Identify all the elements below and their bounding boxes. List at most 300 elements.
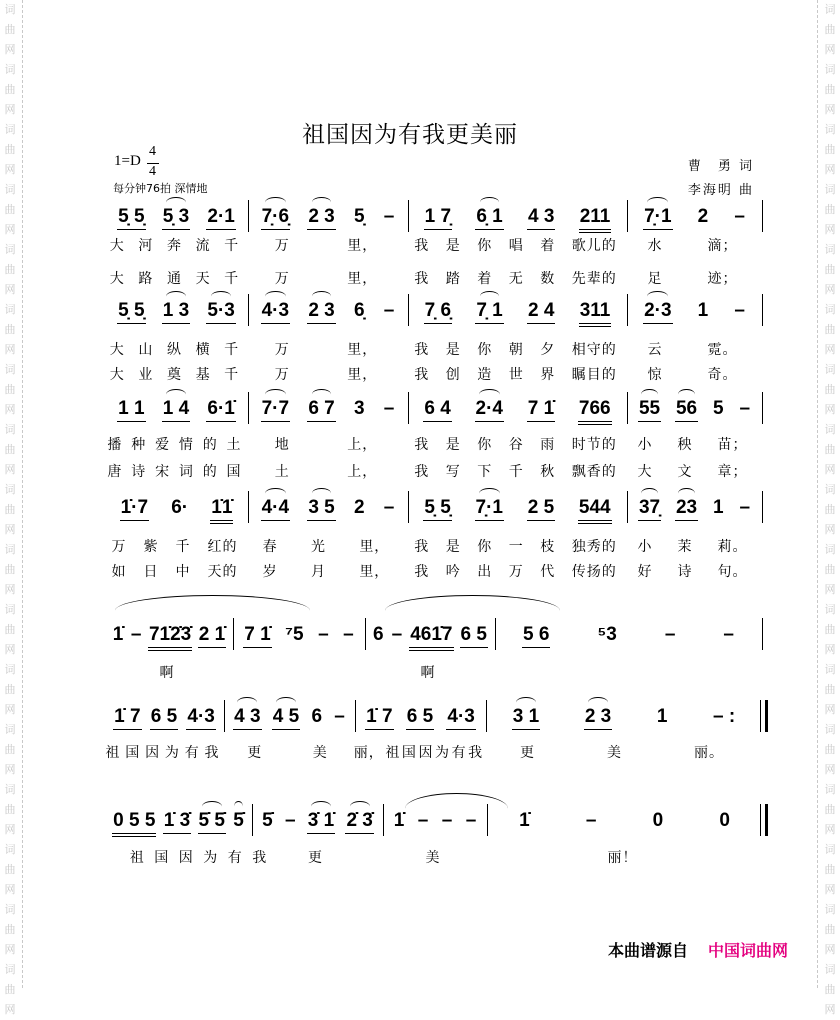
lyric-word: 是 — [445, 437, 461, 453]
lyric-word: 我 — [252, 850, 268, 866]
lyric-word: 你 — [477, 437, 493, 453]
lyricist-credit: 曹 勇 词 — [687, 159, 754, 174]
watermark-char: 曲 — [824, 923, 836, 936]
measure — [631, 206, 758, 236]
lyric-word: 土 — [226, 437, 242, 453]
lyric-word: 有 — [184, 745, 200, 761]
lyric-word: 美 — [312, 745, 328, 761]
note-group: – — [284, 810, 296, 831]
watermark-char: 曲 — [824, 983, 836, 996]
note-group: 1̇ — [112, 624, 124, 645]
lyric-word: 章； — [717, 464, 748, 480]
note-group: 2·1 — [206, 206, 235, 230]
watermark-char: 网 — [4, 463, 16, 476]
lyric-word: 千 — [224, 238, 240, 254]
lyric-word: 更 — [308, 850, 323, 866]
lyric-word: 里， — [347, 271, 378, 287]
composer-credit: 李海明 曲 — [687, 183, 754, 198]
watermark-char: 词 — [4, 843, 16, 856]
note-group: 23 — [675, 497, 698, 521]
lyric-word: 紫 — [143, 539, 159, 555]
lyric-word: 上， — [347, 464, 378, 480]
watermark-char: 词 — [824, 663, 836, 676]
lyric-word: 日 — [143, 564, 159, 580]
note-group: 2 3 — [307, 300, 335, 324]
note-group: 7̣·1 — [475, 497, 504, 521]
watermark-char: 词 — [824, 963, 836, 976]
note-group: 56 — [675, 398, 698, 422]
watermark-char: 曲 — [4, 443, 16, 456]
note-group: 7̣ 6̣ — [424, 300, 452, 324]
lyric-word: 横 — [195, 342, 211, 358]
lyric-segment — [406, 342, 625, 358]
bar-line — [762, 618, 763, 650]
note-group: – — [441, 810, 453, 831]
lyric-segment — [625, 437, 760, 453]
measure — [109, 810, 248, 840]
lyric-word: 千 — [508, 464, 524, 480]
lyric-word: 我 — [468, 745, 484, 761]
bar-line — [355, 700, 356, 732]
lyric-word: 国 — [125, 745, 141, 761]
lyric-word: 吟 — [445, 564, 461, 580]
lyric-word: 我 — [414, 437, 430, 453]
lyric-word: 流 — [195, 238, 211, 254]
lyric-word: 我 — [414, 271, 430, 287]
lyric-segment — [103, 271, 246, 287]
note-group: 1̇ 7 — [113, 706, 141, 730]
lyric-segment — [406, 367, 625, 383]
lyric-word: 通 — [166, 271, 182, 287]
lyric-segment — [103, 367, 246, 383]
lyric-word: 苗； — [717, 437, 748, 453]
lyric-word: 独秀的 — [571, 539, 617, 555]
note-group: 1 4 — [162, 398, 190, 422]
lyric-segment — [381, 850, 485, 866]
lyric-word: 滴； — [707, 238, 738, 254]
watermark-char: 词 — [824, 603, 836, 616]
note-group: 0 5 5 — [112, 810, 156, 837]
watermark-char: 词 — [4, 483, 16, 496]
lyric-word: 业 — [138, 367, 154, 383]
note-group: 3 5 — [307, 497, 335, 521]
watermark-char: 曲 — [824, 803, 836, 816]
note-group: 1 — [713, 497, 724, 518]
watermark-char: 网 — [824, 763, 836, 776]
lyric-word: 祖 — [105, 745, 121, 761]
bar-line — [627, 294, 628, 326]
lyric-segment — [625, 367, 760, 383]
lyric-segment — [625, 539, 760, 555]
note-group: ⁵3 — [597, 624, 617, 645]
lyric-word: 惊 — [647, 367, 663, 383]
lyric-word: 云 — [647, 342, 663, 358]
lyric-word: 里， — [347, 238, 378, 254]
watermark-char: 曲 — [824, 263, 836, 276]
lyric-word: 大 — [109, 342, 125, 358]
watermark-char: 词 — [4, 303, 16, 316]
watermark-char: 词 — [4, 603, 16, 616]
lyric-word: 踏 — [445, 271, 461, 287]
final-barline — [760, 700, 761, 732]
measure — [631, 398, 758, 428]
note-group: 2̇ 3̇ — [345, 810, 373, 834]
lyric-word: 宋 — [155, 464, 171, 480]
source-link[interactable]: 中国词曲网 — [708, 941, 789, 960]
lyric-word: 足 — [647, 271, 663, 287]
footer-prefix: 本曲谱源自 — [608, 941, 689, 960]
watermark-char: 网 — [4, 883, 16, 896]
note-group: – — [465, 810, 477, 831]
lyric-word: 我 — [414, 539, 430, 555]
lyric-segment — [103, 564, 246, 580]
measure — [109, 300, 244, 330]
watermark-char: 词 — [824, 483, 836, 496]
lyric-word: 我 — [414, 342, 430, 358]
watermark-char: 网 — [4, 343, 16, 356]
watermark-char: 网 — [824, 403, 836, 416]
lyric-word: 唐 — [107, 464, 123, 480]
note-group: – — [383, 497, 395, 518]
watermark-char: 网 — [824, 163, 836, 176]
note-group: 1 — [656, 706, 668, 727]
lyric-word: 朝 — [508, 342, 524, 358]
lyric-word: 界 — [540, 367, 556, 383]
lyric-word: 千 — [175, 539, 191, 555]
lyric-word: 中 — [175, 564, 191, 580]
note-group: 7̣·1 — [643, 206, 672, 230]
lyric-word: 谷 — [508, 437, 524, 453]
note-group: 2 — [697, 206, 709, 227]
measure — [252, 300, 404, 330]
watermark-char: 曲 — [4, 143, 16, 156]
lyric-word: 下 — [477, 464, 493, 480]
note-group: 5̣ 5̣ — [423, 497, 451, 521]
note-group: – — [391, 624, 403, 645]
watermark-char: 词 — [824, 123, 836, 136]
lyric-word: 纵 — [166, 342, 182, 358]
lyric-segment — [246, 564, 406, 580]
lyric-word: 出 — [477, 564, 493, 580]
note-group: 4 3 — [527, 206, 555, 230]
watermark-char: 网 — [4, 943, 16, 956]
lyric-segment — [353, 745, 484, 761]
lyric-word: 我 — [414, 564, 430, 580]
watermark-char: 网 — [824, 703, 836, 716]
note-group: 1̇·7 — [120, 497, 149, 521]
lyric-word: 国 — [154, 850, 170, 866]
lyric-word: 如 — [111, 564, 127, 580]
watermark-char: 曲 — [4, 323, 16, 336]
lyric-segment — [103, 665, 231, 681]
measure — [109, 398, 244, 428]
measure — [412, 398, 623, 428]
note-group: 4·3 — [186, 706, 215, 730]
note-group: 0 — [652, 810, 664, 831]
lyric-word: 河 — [138, 238, 154, 254]
watermark-char: 词 — [4, 423, 16, 436]
lyric-word: 迹； — [707, 271, 738, 287]
note-group: 6 5 — [406, 706, 434, 730]
bar-line — [224, 700, 225, 732]
lyric-word: 光 — [310, 539, 326, 555]
lyric-segment — [625, 238, 760, 254]
watermark-char: 曲 — [4, 503, 16, 516]
lyric-segment — [406, 539, 625, 555]
watermark-char: 词 — [4, 663, 16, 676]
watermark-char: 网 — [4, 223, 16, 236]
lyric-word: 里， — [347, 367, 378, 383]
watermark-char: 网 — [4, 403, 16, 416]
lyric-segment — [103, 342, 246, 358]
lyric-segment — [406, 271, 625, 287]
lyric-word: 里， — [359, 564, 390, 580]
lyric-segment — [406, 238, 625, 254]
note-group: 1̇ 3̇ — [163, 810, 191, 834]
time-sig-top: 4 — [149, 144, 156, 159]
lyric-word: 为 — [164, 745, 180, 761]
lyric-word: 霓。 — [707, 342, 738, 358]
lyric-segment — [250, 850, 381, 866]
note-group: – — [723, 624, 734, 645]
measure — [252, 206, 404, 236]
watermark-char: 词 — [824, 63, 836, 76]
watermark-char: 词 — [824, 3, 836, 16]
measure — [228, 706, 351, 736]
note-group: 1̇ — [519, 810, 530, 831]
lyric-segment — [103, 745, 222, 761]
watermark-char: 网 — [824, 523, 836, 536]
watermark-char: 词 — [4, 963, 16, 976]
note-group: 37̣ — [638, 497, 661, 521]
lyric-word: 月 — [310, 564, 326, 580]
note-group: – — [664, 624, 676, 645]
watermark-char: 曲 — [4, 683, 16, 696]
note-group: 5 6 — [522, 624, 550, 648]
slur — [115, 595, 310, 626]
bar-line — [408, 200, 409, 232]
watermark-char: 词 — [824, 243, 836, 256]
watermark-char: 曲 — [824, 203, 836, 216]
lyric-word: 地 — [274, 437, 290, 453]
note-group: 4·4 — [261, 497, 290, 521]
watermark-char: 词 — [824, 363, 836, 376]
lyric-word: 我 — [414, 464, 430, 480]
lyric-word: 万 — [508, 564, 524, 580]
lyric-word: 造 — [477, 367, 493, 383]
lyric-word: 词 — [178, 464, 194, 480]
lyric-word: 国 — [401, 745, 417, 761]
lyric-word: 飘香的 — [571, 464, 617, 480]
lyric-word: 土 — [274, 464, 290, 480]
note-group: 1 3 — [162, 300, 190, 324]
note-group: 5·3 — [206, 300, 235, 324]
lyric-word: 大 — [109, 271, 125, 287]
watermark-char: 曲 — [4, 983, 16, 996]
note-group: – — [130, 624, 142, 645]
footer — [608, 938, 788, 961]
lyric-segment — [103, 464, 246, 480]
note-group: 766 — [578, 398, 612, 425]
note-group: 7̣ 1 — [475, 300, 503, 324]
bar-line — [627, 200, 628, 232]
watermark-char: 曲 — [824, 143, 836, 156]
lyric-word: 秋 — [540, 464, 556, 480]
note-group: – — [585, 810, 597, 831]
lyric-word: 茉 — [677, 539, 693, 555]
lyric-segment — [406, 437, 625, 453]
watermark-char: 网 — [824, 343, 836, 356]
watermark-char: 网 — [824, 883, 836, 896]
lyric-word: 水 — [647, 238, 663, 254]
watermark-char: 词 — [4, 543, 16, 556]
note-group: 3 1 — [512, 706, 540, 730]
note-group: – — [734, 206, 745, 227]
bar-line — [248, 200, 249, 232]
watermark-char: 曲 — [4, 863, 16, 876]
lyric-word: 啊 — [159, 665, 175, 681]
note-group: 2 3 — [307, 206, 335, 230]
watermark-char: 网 — [4, 823, 16, 836]
lyric-word: 春 — [262, 539, 278, 555]
lyric-word: 有 — [227, 850, 243, 866]
bar-line — [627, 392, 628, 424]
lyric-segment — [246, 464, 406, 480]
watermark-char: 曲 — [824, 863, 836, 876]
watermark-char: 曲 — [824, 323, 836, 336]
lyric-word: 诗 — [131, 464, 147, 480]
lyric-segment — [103, 539, 246, 555]
bar-line — [627, 491, 628, 523]
bar-line — [248, 392, 249, 424]
lyric-segment — [246, 271, 406, 287]
watermark-char: 曲 — [824, 383, 836, 396]
key-signature: 1=D — [114, 153, 141, 169]
lyric-word: 更 — [520, 745, 535, 761]
measure — [359, 706, 482, 736]
note-group: 311 — [579, 300, 612, 327]
bar-line — [486, 700, 487, 732]
watermark-char: 词 — [824, 903, 836, 916]
lyric-word: 是 — [445, 539, 461, 555]
lyric-word: 世 — [508, 367, 524, 383]
note-group: 1̇ 7 — [365, 706, 393, 730]
note-group: 2 3 — [584, 706, 612, 730]
watermark-char: 曲 — [4, 83, 16, 96]
lyric-word: 的 — [202, 437, 218, 453]
lyric-word: 丽， — [353, 745, 384, 761]
note-group: – — [318, 624, 329, 645]
note-group: 71̇2̇3̇ — [148, 624, 192, 651]
lyric-word: 红的 — [207, 539, 238, 555]
lyric-word: 奔 — [166, 238, 182, 254]
note-group: 1̇ — [393, 810, 405, 831]
lyric-word: 万 — [111, 539, 127, 555]
watermark-char: 词 — [824, 843, 836, 856]
lyric-segment — [246, 437, 406, 453]
lyric-segment — [625, 342, 760, 358]
note-group: – — [343, 624, 354, 645]
lyric-word: 更 — [247, 745, 263, 761]
measure — [369, 624, 491, 654]
watermark-char: 曲 — [824, 23, 836, 36]
note-group: 5̣ 5̣ — [117, 206, 145, 230]
watermark-char: 网 — [4, 523, 16, 536]
note-group: 2 — [353, 497, 365, 518]
bar-line — [248, 491, 249, 523]
lyric-segment — [625, 464, 760, 480]
lyric-word: 里， — [359, 539, 390, 555]
watermark-char: 曲 — [4, 743, 16, 756]
watermark-char: 词 — [4, 903, 16, 916]
note-group: ⁷5 — [285, 624, 304, 645]
measure — [109, 206, 244, 236]
note-group: – — [417, 810, 429, 831]
note-group: 7 1̇ — [243, 624, 271, 648]
lyric-word: 歌儿的 — [571, 238, 617, 254]
watermark-char: 网 — [4, 103, 16, 116]
watermark-char: 词 — [4, 723, 16, 736]
watermark-char: 曲 — [824, 623, 836, 636]
watermark-char: 网 — [824, 103, 836, 116]
lyric-word: 是 — [445, 342, 461, 358]
measure — [256, 810, 379, 840]
measure — [631, 497, 758, 527]
lyric-word: 千 — [224, 367, 240, 383]
lyric-word: 着 — [540, 238, 556, 254]
note-group: 6̣ 1 — [475, 206, 503, 230]
watermark-char: 网 — [4, 283, 16, 296]
note-group: 5̣ — [353, 206, 365, 227]
lyric-word: 的 — [202, 464, 218, 480]
watermark-char: 词 — [4, 363, 16, 376]
note-group: 544 — [578, 497, 612, 524]
lyric-word: 相守的 — [571, 342, 617, 358]
note-group: 211 — [579, 206, 612, 233]
lyric-word: 先辈的 — [571, 271, 617, 287]
lyric-segment — [222, 745, 353, 761]
lyric-segment — [406, 464, 625, 480]
note-group: 2 1̇ — [198, 624, 226, 648]
note-group: 4·3 — [261, 300, 290, 324]
note-group: 4 3 — [233, 706, 261, 730]
watermark-char: 网 — [824, 463, 836, 476]
bar-line — [383, 804, 384, 836]
lyric-word: 丽。 — [694, 745, 724, 761]
note-group: 6 5 — [150, 706, 178, 730]
note-group: – — [739, 497, 751, 518]
lyric-word: 祖 — [385, 745, 401, 761]
lyric-word: 无 — [508, 271, 524, 287]
bar-line — [365, 618, 366, 650]
watermark-char: 曲 — [4, 923, 16, 936]
note-group: 5̣ 3 — [162, 206, 190, 230]
lyric-word: 路 — [138, 271, 154, 287]
watermark-char: 网 — [824, 1003, 836, 1016]
lyric-word: 祖 — [129, 850, 145, 866]
note-group: – — [383, 398, 395, 419]
note-group: 5̇ 5̇ — [198, 810, 226, 834]
lyric-word: 文 — [677, 464, 693, 480]
score-title: 祖国因为有我更美丽 — [302, 122, 518, 148]
lyric-word: 传扬的 — [571, 564, 617, 580]
lyric-word: 莉。 — [717, 539, 748, 555]
note-group: 1 1 — [117, 398, 145, 422]
bar-line — [762, 200, 763, 232]
lyric-word: 大 — [109, 367, 125, 383]
lyric-segment — [246, 342, 406, 358]
lyric-word: 情 — [178, 437, 194, 453]
